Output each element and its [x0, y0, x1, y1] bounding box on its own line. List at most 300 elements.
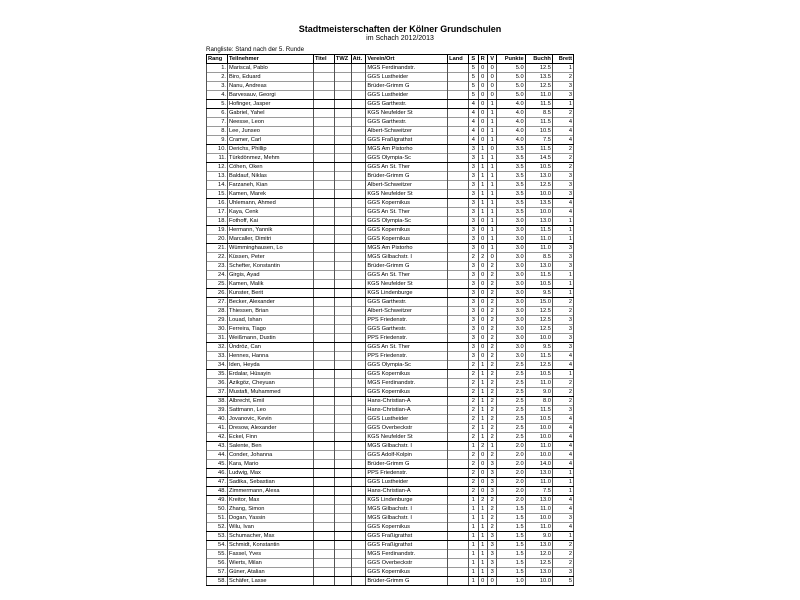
- cell-participant: Ludwig, Max: [227, 469, 313, 478]
- cell-board: 3: [552, 568, 573, 577]
- cell-club: GGS Overbeckstr: [366, 424, 448, 433]
- cell-club: GGS Fraßigrathst: [366, 532, 448, 541]
- cell-losses: 1: [487, 190, 496, 199]
- cell-buchholz: 10.0: [525, 451, 552, 460]
- table-row: [207, 109, 574, 118]
- cell-club: GGS An St. Ther: [366, 343, 448, 352]
- cell-draws: 1: [478, 406, 487, 415]
- cell-participant: Eckel, Finn: [227, 433, 313, 442]
- cell-losses: 2: [487, 388, 496, 397]
- cell-participant: Cramer, Carl: [227, 136, 313, 145]
- cell-draws: 1: [478, 559, 487, 568]
- cell-country: [448, 514, 469, 523]
- cell-title: [313, 541, 334, 550]
- cell-twz: [334, 244, 351, 253]
- cell-wins: 3: [469, 190, 478, 199]
- cell-twz: [334, 172, 351, 181]
- cell-title: [313, 136, 334, 145]
- table-row: [207, 559, 574, 568]
- table-row: [207, 64, 574, 73]
- cell-club: GGS Kopernikus: [366, 226, 448, 235]
- cell-att: [351, 361, 366, 370]
- cell-board: 4: [552, 433, 573, 442]
- cell-buchholz: 8.0: [525, 397, 552, 406]
- table-row: [207, 307, 574, 316]
- cell-buchholz: 11.5: [525, 100, 552, 109]
- column-header-title: Titel: [313, 55, 334, 64]
- cell-att: [351, 559, 366, 568]
- cell-title: [313, 280, 334, 289]
- cell-title: [313, 253, 334, 262]
- cell-points: 2.0: [497, 478, 525, 487]
- cell-club: GGS Kopernikus: [366, 370, 448, 379]
- cell-club: Brüder-Grimm G: [366, 460, 448, 469]
- cell-title: [313, 109, 334, 118]
- cell-twz: [334, 397, 351, 406]
- cell-twz: [334, 505, 351, 514]
- cell-club: GGS Kopernikus: [366, 523, 448, 532]
- cell-points: 2.5: [497, 406, 525, 415]
- cell-wins: 1: [469, 532, 478, 541]
- cell-title: [313, 370, 334, 379]
- cell-points: 2.0: [497, 469, 525, 478]
- cell-club: KGS Neufelder St: [366, 109, 448, 118]
- cell-country: [448, 406, 469, 415]
- cell-draws: 0: [478, 235, 487, 244]
- cell-att: [351, 136, 366, 145]
- cell-board: 4: [552, 496, 573, 505]
- cell-club: PPS Friedenstr.: [366, 316, 448, 325]
- cell-title: [313, 235, 334, 244]
- cell-rank: 56.: [207, 559, 228, 568]
- cell-club: MGS Gilbachstr. I: [366, 514, 448, 523]
- cell-att: [351, 64, 366, 73]
- cell-twz: [334, 100, 351, 109]
- cell-twz: [334, 568, 351, 577]
- cell-wins: 3: [469, 244, 478, 253]
- column-header-club: Verein/Ort: [366, 55, 448, 64]
- cell-att: [351, 487, 366, 496]
- cell-att: [351, 478, 366, 487]
- cell-att: [351, 415, 366, 424]
- cell-att: [351, 325, 366, 334]
- cell-points: 3.0: [497, 352, 525, 361]
- cell-title: [313, 127, 334, 136]
- cell-rank: 4.: [207, 91, 228, 100]
- cell-buchholz: 11.0: [525, 523, 552, 532]
- cell-wins: 3: [469, 325, 478, 334]
- cell-participant: Gabriel, Yahel: [227, 109, 313, 118]
- cell-buchholz: 10.0: [525, 190, 552, 199]
- cell-wins: 4: [469, 100, 478, 109]
- cell-losses: 0: [487, 64, 496, 73]
- cell-club: Brüder-Grimm G: [366, 577, 448, 586]
- cell-points: 3.5: [497, 145, 525, 154]
- cell-points: 3.0: [497, 244, 525, 253]
- cell-losses: 3: [487, 469, 496, 478]
- cell-losses: 2: [487, 370, 496, 379]
- cell-rank: 46.: [207, 469, 228, 478]
- cell-draws: 1: [478, 532, 487, 541]
- cell-club: GGS Lustheider: [366, 478, 448, 487]
- cell-rank: 7.: [207, 118, 228, 127]
- cell-rank: 34.: [207, 361, 228, 370]
- cell-club: Hans-Christian-A: [366, 406, 448, 415]
- cell-rank: 31.: [207, 334, 228, 343]
- cell-wins: 3: [469, 208, 478, 217]
- cell-points: 3.5: [497, 190, 525, 199]
- cell-board: 4: [552, 199, 573, 208]
- cell-twz: [334, 181, 351, 190]
- cell-country: [448, 109, 469, 118]
- cell-title: [313, 82, 334, 91]
- cell-board: 1: [552, 289, 573, 298]
- cell-wins: 2: [469, 388, 478, 397]
- cell-att: [351, 496, 366, 505]
- standings-table: [206, 54, 574, 586]
- cell-title: [313, 316, 334, 325]
- cell-participant: Barvesauv, Georgi: [227, 91, 313, 100]
- cell-rank: 22.: [207, 253, 228, 262]
- cell-rank: 29.: [207, 316, 228, 325]
- cell-att: [351, 388, 366, 397]
- cell-twz: [334, 280, 351, 289]
- cell-participant: Fassel, Yves: [227, 550, 313, 559]
- cell-wins: 3: [469, 226, 478, 235]
- column-header-board: Brett: [552, 55, 573, 64]
- cell-board: 3: [552, 82, 573, 91]
- cell-participant: Ündröz, Can: [227, 343, 313, 352]
- cell-att: [351, 253, 366, 262]
- column-header-country: Land: [448, 55, 469, 64]
- cell-participant: Schumacher, Max: [227, 532, 313, 541]
- cell-rank: 55.: [207, 550, 228, 559]
- cell-board: 4: [552, 352, 573, 361]
- table-row: [207, 433, 574, 442]
- cell-buchholz: 15.0: [525, 298, 552, 307]
- cell-rank: 48.: [207, 487, 228, 496]
- cell-twz: [334, 118, 351, 127]
- cell-wins: 3: [469, 316, 478, 325]
- cell-board: 4: [552, 424, 573, 433]
- cell-buchholz: 13.0: [525, 496, 552, 505]
- cell-rank: 57.: [207, 568, 228, 577]
- cell-att: [351, 469, 366, 478]
- cell-twz: [334, 307, 351, 316]
- table-row: [207, 388, 574, 397]
- cell-losses: 0: [487, 91, 496, 100]
- cell-losses: 1: [487, 109, 496, 118]
- cell-draws: 0: [478, 127, 487, 136]
- cell-twz: [334, 559, 351, 568]
- cell-rank: 39.: [207, 406, 228, 415]
- cell-board: 4: [552, 451, 573, 460]
- cell-att: [351, 505, 366, 514]
- column-header-points: Punkte: [497, 55, 525, 64]
- cell-buchholz: 10.5: [525, 415, 552, 424]
- cell-att: [351, 334, 366, 343]
- cell-losses: 2: [487, 289, 496, 298]
- cell-title: [313, 532, 334, 541]
- cell-board: 2: [552, 298, 573, 307]
- table-row: [207, 541, 574, 550]
- cell-twz: [334, 487, 351, 496]
- cell-board: 2: [552, 397, 573, 406]
- cell-club: MGS Ferdinandstr.: [366, 64, 448, 73]
- cell-rank: 18.: [207, 217, 228, 226]
- cell-wins: 5: [469, 64, 478, 73]
- cell-country: [448, 136, 469, 145]
- cell-rank: 2.: [207, 73, 228, 82]
- cell-losses: 2: [487, 334, 496, 343]
- table-row: [207, 550, 574, 559]
- table-row: [207, 226, 574, 235]
- cell-twz: [334, 145, 351, 154]
- cell-draws: 1: [478, 568, 487, 577]
- cell-rank: 52.: [207, 523, 228, 532]
- cell-club: GGS Fraßigrathst: [366, 541, 448, 550]
- cell-wins: 3: [469, 181, 478, 190]
- cell-wins: 1: [469, 568, 478, 577]
- cell-buchholz: 10.5: [525, 163, 552, 172]
- cell-club: GGS Olympia-Sc: [366, 154, 448, 163]
- cell-draws: 0: [478, 136, 487, 145]
- cell-club: Albert-Schweitzer: [366, 127, 448, 136]
- cell-title: [313, 289, 334, 298]
- cell-att: [351, 577, 366, 586]
- cell-buchholz: 11.5: [525, 406, 552, 415]
- cell-draws: 0: [478, 316, 487, 325]
- cell-wins: 1: [469, 442, 478, 451]
- cell-rank: 38.: [207, 397, 228, 406]
- cell-rank: 19.: [207, 226, 228, 235]
- cell-rank: 15.: [207, 190, 228, 199]
- cell-country: [448, 532, 469, 541]
- cell-title: [313, 469, 334, 478]
- column-header-att: Att.: [351, 55, 366, 64]
- cell-club: Albert-Schweitzer: [366, 307, 448, 316]
- cell-country: [448, 451, 469, 460]
- cell-losses: 2: [487, 262, 496, 271]
- cell-wins: 3: [469, 334, 478, 343]
- cell-points: 1.5: [497, 541, 525, 550]
- cell-rank: 58.: [207, 577, 228, 586]
- cell-att: [351, 190, 366, 199]
- cell-country: [448, 370, 469, 379]
- column-header-wins: S: [469, 55, 478, 64]
- cell-rank: 10.: [207, 145, 228, 154]
- cell-losses: 2: [487, 280, 496, 289]
- cell-rank: 24.: [207, 271, 228, 280]
- cell-participant: Azikgöz, Cheyuan: [227, 379, 313, 388]
- cell-board: 4: [552, 415, 573, 424]
- cell-points: 3.0: [497, 271, 525, 280]
- cell-draws: 0: [478, 82, 487, 91]
- cell-country: [448, 559, 469, 568]
- cell-losses: 0: [487, 253, 496, 262]
- cell-rank: 33.: [207, 352, 228, 361]
- cell-wins: 4: [469, 136, 478, 145]
- cell-wins: 1: [469, 559, 478, 568]
- table-row: [207, 442, 574, 451]
- cell-wins: 2: [469, 460, 478, 469]
- cell-draws: 0: [478, 262, 487, 271]
- cell-wins: 2: [469, 424, 478, 433]
- cell-wins: 3: [469, 343, 478, 352]
- cell-twz: [334, 298, 351, 307]
- cell-country: [448, 163, 469, 172]
- cell-rank: 16.: [207, 199, 228, 208]
- cell-rank: 25.: [207, 280, 228, 289]
- table-row: [207, 73, 574, 82]
- cell-participant: Nanu, Andreas: [227, 82, 313, 91]
- cell-participant: Uhlemann, Ahmed: [227, 199, 313, 208]
- cell-title: [313, 352, 334, 361]
- cell-board: 1: [552, 100, 573, 109]
- cell-losses: 1: [487, 136, 496, 145]
- cell-points: 3.0: [497, 334, 525, 343]
- cell-att: [351, 307, 366, 316]
- cell-buchholz: 7.5: [525, 487, 552, 496]
- cell-draws: 0: [478, 217, 487, 226]
- cell-buchholz: 10.0: [525, 433, 552, 442]
- cell-buchholz: 11.5: [525, 118, 552, 127]
- table-row: [207, 127, 574, 136]
- cell-points: 3.0: [497, 307, 525, 316]
- cell-country: [448, 226, 469, 235]
- cell-rank: 43.: [207, 442, 228, 451]
- cell-participant: Kamen, Malik: [227, 280, 313, 289]
- cell-board: 1: [552, 280, 573, 289]
- cell-draws: 0: [478, 334, 487, 343]
- cell-att: [351, 433, 366, 442]
- cell-participant: Louad, Ishan: [227, 316, 313, 325]
- cell-wins: 2: [469, 361, 478, 370]
- cell-participant: Thiessen, Brian: [227, 307, 313, 316]
- cell-draws: 1: [478, 541, 487, 550]
- cell-title: [313, 487, 334, 496]
- table-row: [207, 289, 574, 298]
- cell-rank: 40.: [207, 415, 228, 424]
- cell-twz: [334, 262, 351, 271]
- cell-points: 2.5: [497, 415, 525, 424]
- cell-participant: Hermann, Yannik: [227, 226, 313, 235]
- cell-board: 1: [552, 226, 573, 235]
- cell-country: [448, 235, 469, 244]
- cell-participant: Türkdönmez, Mehm: [227, 154, 313, 163]
- cell-title: [313, 361, 334, 370]
- cell-buchholz: 10.0: [525, 577, 552, 586]
- cell-losses: 3: [487, 532, 496, 541]
- cell-points: 3.0: [497, 316, 525, 325]
- cell-country: [448, 307, 469, 316]
- cell-losses: 2: [487, 514, 496, 523]
- cell-points: 2.5: [497, 379, 525, 388]
- cell-participant: Biro, Eduard: [227, 73, 313, 82]
- cell-buchholz: 12.0: [525, 550, 552, 559]
- cell-buchholz: 12.5: [525, 316, 552, 325]
- cell-country: [448, 478, 469, 487]
- cell-att: [351, 451, 366, 460]
- cell-board: 5: [552, 577, 573, 586]
- cell-participant: Schmidt, Konstantin: [227, 541, 313, 550]
- cell-losses: 3: [487, 568, 496, 577]
- cell-points: 3.5: [497, 181, 525, 190]
- cell-twz: [334, 361, 351, 370]
- cell-board: 3: [552, 181, 573, 190]
- cell-losses: 3: [487, 478, 496, 487]
- cell-buchholz: 13.5: [525, 199, 552, 208]
- cell-wins: 3: [469, 172, 478, 181]
- cell-title: [313, 496, 334, 505]
- cell-board: 4: [552, 208, 573, 217]
- cell-board: 1: [552, 478, 573, 487]
- table-row: [207, 244, 574, 253]
- cell-wins: 1: [469, 505, 478, 514]
- cell-points: 1.5: [497, 514, 525, 523]
- cell-club: GGS Fraßigrathst: [366, 136, 448, 145]
- cell-draws: 2: [478, 442, 487, 451]
- cell-draws: 1: [478, 154, 487, 163]
- cell-club: GGS Lustheider: [366, 91, 448, 100]
- cell-board: 3: [552, 91, 573, 100]
- cell-points: 3.0: [497, 280, 525, 289]
- cell-att: [351, 91, 366, 100]
- cell-country: [448, 325, 469, 334]
- cell-wins: 2: [469, 487, 478, 496]
- cell-twz: [334, 127, 351, 136]
- cell-buchholz: 14.0: [525, 460, 552, 469]
- cell-club: MGS Gilbachstr. I: [366, 253, 448, 262]
- cell-rank: 53.: [207, 532, 228, 541]
- cell-twz: [334, 433, 351, 442]
- table-row: [207, 217, 574, 226]
- cell-twz: [334, 199, 351, 208]
- cell-att: [351, 541, 366, 550]
- cell-buchholz: 12.5: [525, 181, 552, 190]
- cell-wins: 3: [469, 235, 478, 244]
- cell-rank: 14.: [207, 181, 228, 190]
- cell-losses: 2: [487, 325, 496, 334]
- cell-club: GGS Lustheider: [366, 73, 448, 82]
- table-body: [207, 64, 574, 586]
- cell-country: [448, 442, 469, 451]
- table-row: [207, 496, 574, 505]
- cell-buchholz: 13.0: [525, 172, 552, 181]
- cell-club: Brüder-Grimm G: [366, 172, 448, 181]
- cell-country: [448, 289, 469, 298]
- cell-board: 1: [552, 532, 573, 541]
- cell-draws: 1: [478, 433, 487, 442]
- cell-twz: [334, 514, 351, 523]
- cell-att: [351, 316, 366, 325]
- cell-att: [351, 154, 366, 163]
- cell-att: [351, 199, 366, 208]
- table-row: [207, 208, 574, 217]
- cell-twz: [334, 73, 351, 82]
- cell-draws: 0: [478, 109, 487, 118]
- cell-twz: [334, 226, 351, 235]
- cell-twz: [334, 415, 351, 424]
- cell-club: GGS Garthestr.: [366, 118, 448, 127]
- cell-country: [448, 424, 469, 433]
- cell-draws: 1: [478, 190, 487, 199]
- cell-buchholz: 8.5: [525, 109, 552, 118]
- cell-participant: Kaya, Cenk: [227, 208, 313, 217]
- cell-losses: 2: [487, 505, 496, 514]
- cell-points: 3.5: [497, 172, 525, 181]
- cell-draws: 1: [478, 370, 487, 379]
